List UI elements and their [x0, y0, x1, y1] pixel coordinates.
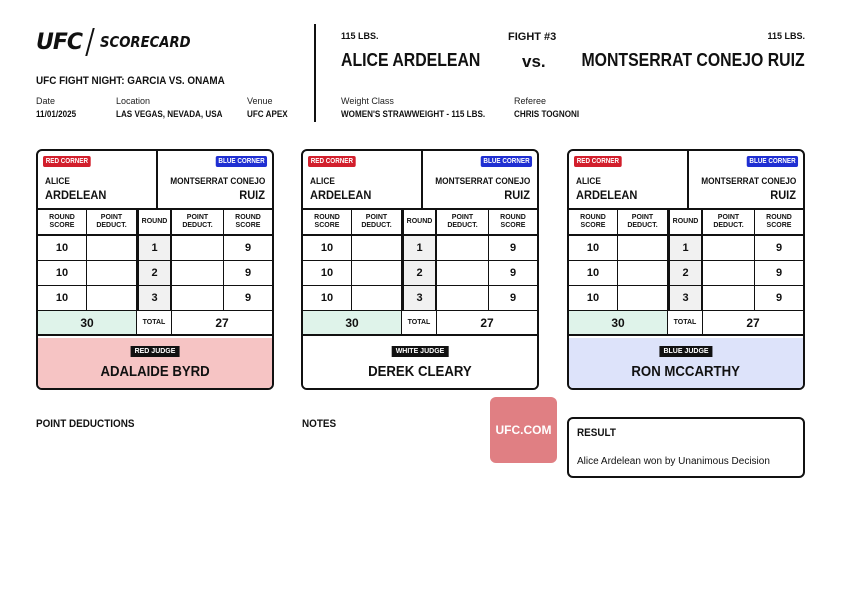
scorecard-blue-judge	[567, 149, 805, 390]
red-point-deduction	[352, 236, 402, 260]
blue-round-score: 9	[775, 242, 783, 254]
notes-heading: NOTES	[302, 418, 337, 430]
total-label: TOTAL	[137, 311, 172, 334]
header-divider	[314, 24, 316, 122]
round-score-header: ROUND SCORE	[500, 214, 526, 229]
judge-role-badge: WHITE JUDGE	[392, 346, 449, 357]
round-row	[303, 236, 537, 261]
weight-class-value: WOMEN'S STRAWWEIGHT - 115 LBS.	[341, 109, 486, 119]
red-corner-badge: RED CORNER	[308, 156, 356, 167]
location-value: LAS VEGAS, NEVADA, USA	[116, 109, 223, 119]
corner-header	[569, 151, 803, 210]
ufc-com-badge[interactable]: UFC.COM	[490, 397, 557, 463]
red-total-score: 30	[38, 311, 137, 334]
blue-point-deduction	[703, 286, 755, 310]
weight-class-label: Weight Class	[341, 96, 394, 106]
round-number: 3	[137, 286, 172, 310]
referee-value: CHRIS TOGNONI	[514, 109, 580, 119]
judge-name	[303, 363, 537, 380]
red-corner-badge: RED CORNER	[43, 156, 91, 167]
score-grid	[38, 210, 272, 336]
ufc-logo	[36, 28, 203, 56]
fight-number: FIGHT #3	[508, 31, 557, 43]
blue-point-deduction	[703, 236, 755, 260]
round-row	[38, 236, 272, 261]
red-round-score: 10	[38, 236, 87, 260]
blue-point-deduction	[172, 286, 224, 310]
versus-label: vs.	[522, 52, 546, 71]
round-score-header: ROUND SCORE	[303, 210, 352, 234]
round-number: 2	[137, 261, 172, 285]
blue-corner-badge: BLUE CORNER	[480, 156, 532, 167]
blue-corner-last-name: RUIZ	[239, 188, 265, 202]
scorecard-red-judge	[36, 149, 274, 390]
point-deduct-header: POINT DEDUCT.	[703, 210, 755, 234]
blue-point-deduction	[437, 286, 489, 310]
red-point-deduction	[618, 286, 668, 310]
blue-round-score: 9	[509, 242, 517, 254]
event-title: UFC FIGHT NIGHT: GARCIA VS. ONAMA	[36, 75, 225, 87]
red-round-score: 10	[38, 261, 87, 285]
point-deduct-header: POINT DEDUCT.	[87, 210, 137, 234]
blue-corner-last-name: RUIZ	[770, 188, 796, 202]
round-row	[303, 286, 537, 311]
round-header: ROUND	[402, 210, 437, 234]
round-row	[569, 236, 803, 261]
blue-point-deduction	[172, 236, 224, 260]
judge-panel	[569, 338, 803, 390]
round-row	[38, 286, 272, 311]
corner-divider	[687, 151, 689, 210]
point-deduct-header: POINT DEDUCT.	[618, 210, 668, 234]
blue-round-score: 9	[775, 292, 783, 304]
blue-corner-first-name: MONTSERRAT CONEJO	[434, 176, 530, 186]
red-round-score: 10	[569, 286, 618, 310]
result-text: Alice Ardelean won by Unanimous Decision	[577, 456, 770, 467]
red-corner-last-name: ARDELEAN	[576, 188, 638, 202]
judge-name	[38, 363, 272, 380]
round-number: 3	[668, 286, 703, 310]
scorecard-white-judge	[301, 149, 539, 390]
red-point-deduction	[618, 261, 668, 285]
total-label: TOTAL	[668, 311, 703, 334]
judge-role-badge: RED JUDGE	[131, 346, 180, 357]
red-point-deduction	[618, 236, 668, 260]
point-deductions-heading: POINT DEDUCTIONS	[36, 418, 135, 430]
judge-role-badge: BLUE JUDGE	[659, 346, 712, 357]
blue-round-score: 9	[509, 267, 517, 279]
blue-total-score: 27	[215, 315, 229, 330]
judge-name	[569, 363, 803, 380]
judge-panel	[38, 338, 272, 390]
red-round-score: 10	[569, 261, 618, 285]
blue-round-score: 9	[509, 292, 517, 304]
total-label: TOTAL	[402, 311, 437, 334]
total-row	[569, 311, 803, 336]
blue-round-score: 9	[244, 242, 252, 254]
red-point-deduction	[352, 286, 402, 310]
red-total-score: 30	[303, 311, 402, 334]
blue-corner-badge: BLUE CORNER	[746, 156, 798, 167]
red-point-deduction	[87, 236, 137, 260]
blue-round-score: 9	[775, 267, 783, 279]
blue-corner-first-name: MONTSERRAT CONEJO	[169, 176, 265, 186]
location-label: Location	[116, 96, 151, 106]
round-number: 3	[402, 286, 437, 310]
round-number: 1	[402, 236, 437, 260]
judge-name-text: DEREK CLEARY	[368, 363, 472, 380]
score-grid	[569, 210, 803, 336]
round-number: 2	[668, 261, 703, 285]
judge-panel	[303, 338, 537, 390]
round-score-header: ROUND SCORE	[235, 214, 261, 229]
corner-divider	[421, 151, 423, 210]
red-round-score: 10	[303, 286, 352, 310]
point-deduct-header: POINT DEDUCT.	[437, 210, 489, 234]
blue-point-deduction	[172, 261, 224, 285]
round-row	[569, 286, 803, 311]
venue-label: Venue	[247, 96, 273, 106]
blue-corner-last-name: RUIZ	[504, 188, 530, 202]
red-fighter-weight: 115 LBS.	[341, 31, 379, 41]
score-grid-header	[569, 210, 803, 236]
total-row	[38, 311, 272, 336]
result-heading: RESULT	[577, 427, 616, 439]
blue-point-deduction	[703, 261, 755, 285]
total-row	[303, 311, 537, 336]
point-deduct-header: POINT DEDUCT.	[352, 210, 402, 234]
blue-point-deduction	[437, 261, 489, 285]
blue-total-score: 27	[480, 315, 494, 330]
point-deduct-header: POINT DEDUCT.	[172, 210, 224, 234]
blue-round-score: 9	[244, 292, 252, 304]
red-total-score: 30	[569, 311, 668, 334]
score-grid-header	[303, 210, 537, 236]
red-round-score: 10	[38, 286, 87, 310]
scorecard-title: SCORECARD	[100, 33, 191, 51]
round-header: ROUND	[137, 210, 172, 234]
red-corner-first-name: ALICE	[310, 176, 335, 186]
date-label: Date	[36, 96, 56, 106]
round-score-header: ROUND SCORE	[569, 210, 618, 234]
red-corner-last-name: ARDELEAN	[45, 188, 107, 202]
round-number: 2	[402, 261, 437, 285]
round-row	[38, 261, 272, 286]
blue-round-score: 9	[244, 267, 252, 279]
red-round-score: 10	[303, 236, 352, 260]
round-number: 1	[137, 236, 172, 260]
round-row	[303, 261, 537, 286]
red-point-deduction	[87, 286, 137, 310]
red-round-score: 10	[569, 236, 618, 260]
corner-header	[38, 151, 272, 210]
round-number: 1	[668, 236, 703, 260]
red-fighter-name: ALICE ARDELEAN	[341, 50, 481, 70]
blue-fighter-name: MONTSERRAT CONEJO RUIZ	[581, 50, 805, 70]
blue-total-score: 27	[746, 315, 760, 330]
blue-corner-first-name: MONTSERRAT CONEJO	[700, 176, 796, 186]
referee-label: Referee	[514, 96, 547, 106]
red-corner-last-name: ARDELEAN	[310, 188, 372, 202]
score-grid	[303, 210, 537, 336]
result-box	[567, 417, 805, 478]
corner-header	[303, 151, 537, 210]
logo-divider	[85, 28, 95, 56]
ufc-logo-text: UFC	[36, 29, 83, 55]
venue-value: UFC APEX	[247, 109, 288, 119]
red-point-deduction	[352, 261, 402, 285]
round-row	[569, 261, 803, 286]
score-grid-header	[38, 210, 272, 236]
red-point-deduction	[87, 261, 137, 285]
blue-point-deduction	[437, 236, 489, 260]
judge-name-text: RON MCCARTHY	[631, 363, 741, 380]
red-corner-first-name: ALICE	[576, 176, 601, 186]
red-corner-badge: RED CORNER	[574, 156, 622, 167]
corner-divider	[156, 151, 158, 210]
red-round-score: 10	[303, 261, 352, 285]
judge-name-text: ADALAIDE BYRD	[100, 363, 210, 380]
date-value: 11/01/2025	[36, 109, 77, 119]
blue-fighter-weight: 115 LBS.	[767, 31, 805, 41]
round-score-header: ROUND SCORE	[766, 214, 792, 229]
red-corner-first-name: ALICE	[45, 176, 70, 186]
round-score-header: ROUND SCORE	[38, 210, 87, 234]
blue-corner-badge: BLUE CORNER	[215, 156, 267, 167]
round-header: ROUND	[668, 210, 703, 234]
